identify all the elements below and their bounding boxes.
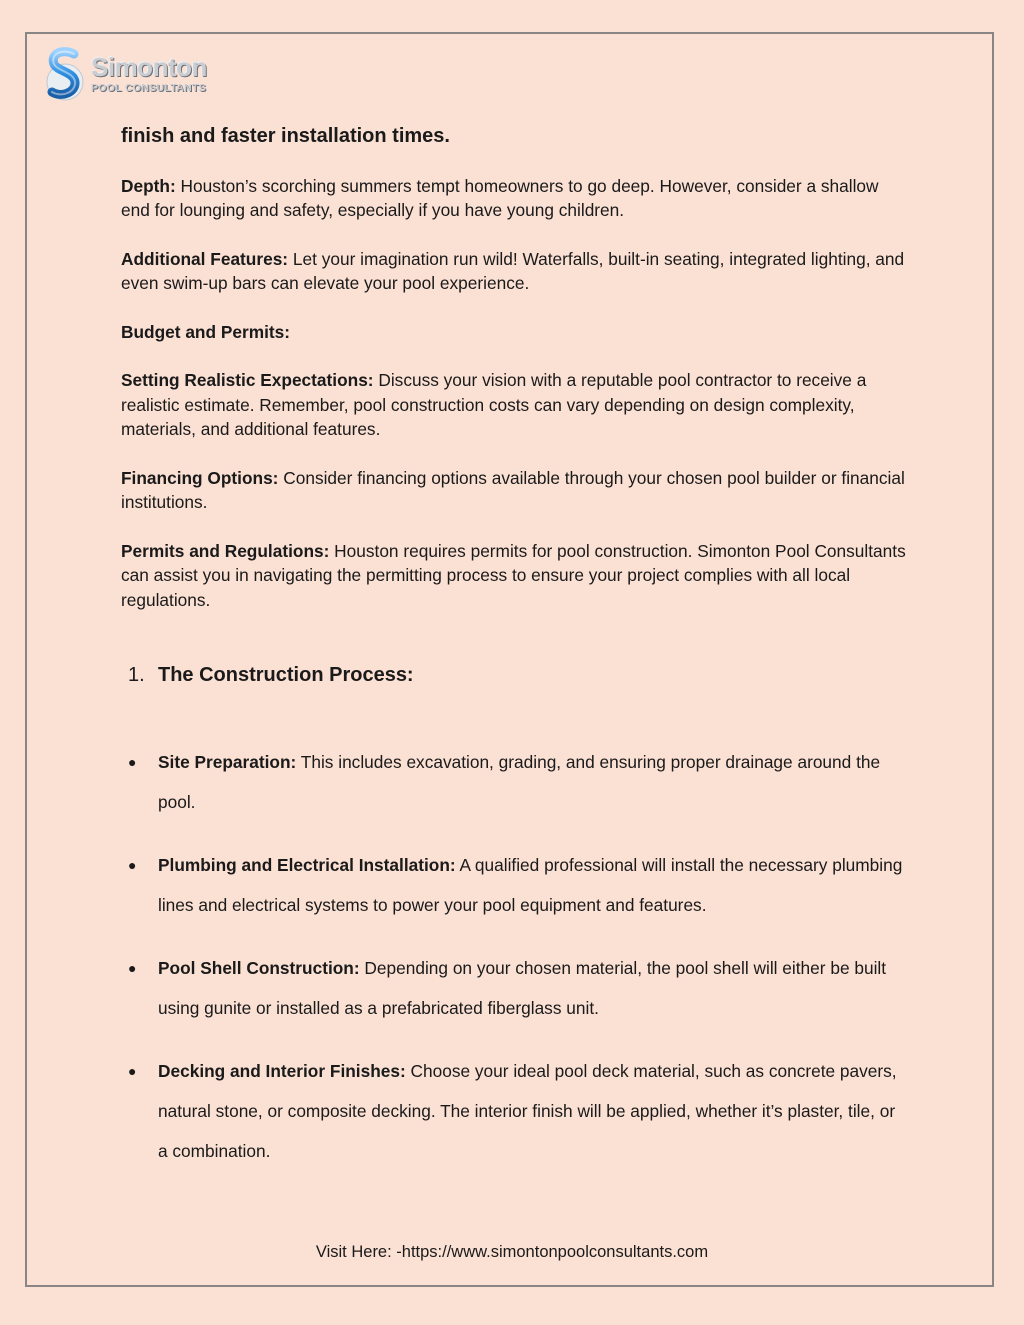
list-item-label: Plumbing and Electrical Installation: bbox=[158, 855, 456, 875]
list-item-text: Depending on your chosen material, the pool shell will either be built using gunite or installed as a prefabricated fiberglass unit. bbox=[158, 958, 887, 1018]
paragraph-additional-features bbox=[121, 247, 911, 296]
list-item bbox=[128, 1051, 908, 1171]
paragraph-text: Houston requires permits for pool construction. Simonton Pool Consultants can assist you in navigating the permitting process to ensure your project complies with all local regulations. bbox=[121, 540, 906, 610]
list-item bbox=[128, 742, 908, 822]
bullet-icon: ● bbox=[128, 960, 137, 976]
paragraph-label: Budget and Permits: bbox=[121, 321, 290, 342]
list-item-label: Site Preparation: bbox=[158, 752, 297, 772]
logo-name: Simonton bbox=[91, 52, 207, 82]
list-item-label: Decking and Interior Finishes: bbox=[158, 1061, 406, 1081]
paragraph-label: Additional Features: bbox=[121, 248, 289, 269]
footer-visit-link[interactable]: Visit Here: -https://www.simontonpoolconsultants.com bbox=[315, 1243, 709, 1261]
paragraph-label: Permits and Regulations: bbox=[121, 540, 330, 561]
bullet-icon: ● bbox=[128, 754, 137, 770]
construction-steps-list bbox=[128, 742, 908, 1194]
list-item-text: A qualified professional will install the necessary plumbing lines and electrical systems to power your pool equipment and features. bbox=[158, 855, 903, 915]
list-item bbox=[128, 948, 908, 1028]
document-body bbox=[121, 120, 911, 636]
logo-tagline: POOL CONSULTANTS bbox=[91, 82, 207, 94]
paragraph-label: Financing Options: bbox=[121, 467, 279, 488]
paragraph-budget-permits bbox=[121, 320, 911, 345]
paragraph-depth bbox=[121, 174, 911, 223]
paragraph-label: Depth: bbox=[121, 175, 176, 196]
list-item-text: This includes excavation, grading, and ensuring proper drainage around the pool. bbox=[158, 752, 881, 812]
paragraph-text: Let your imagination run wild! Waterfalls, built-in seating, integrated lighting, and even swim-up bars can elevate your pool experience. bbox=[121, 248, 905, 293]
paragraph-text: Discuss your vision with a reputable pool contractor to receive a realistic estimate. Remember, pool construction costs can vary depending on design complexity, materials, and additional features. bbox=[121, 370, 867, 439]
paragraph-text: Houston’s scorching summers tempt homeowners to go deep. However, consider a shallow end for lounging and safety, especially if you have young children. bbox=[121, 175, 879, 220]
bullet-icon: ● bbox=[128, 857, 137, 873]
list-item bbox=[128, 845, 908, 925]
section-heading bbox=[128, 664, 414, 687]
section-number: 1. bbox=[128, 664, 145, 686]
s-swirl-logo-icon bbox=[44, 46, 88, 104]
section-title: The Construction Process: bbox=[158, 664, 414, 686]
list-item-text: Choose your ideal pool deck material, such as concrete pavers, natural stone, or composite decking. The interior finish will be applied, whether it’s plaster, tile, or a combination. bbox=[158, 1061, 897, 1161]
paragraph-realistic-expectations bbox=[121, 368, 911, 442]
paragraph-text: Consider financing options available through your chosen pool builder or financial institutions. bbox=[121, 467, 905, 512]
paragraph-label: Setting Realistic Expectations: bbox=[121, 370, 374, 390]
list-item-label: Pool Shell Construction: bbox=[158, 958, 360, 978]
paragraph-permits-regulations bbox=[121, 539, 911, 613]
paragraph-financing-options bbox=[121, 466, 911, 515]
bullet-icon: ● bbox=[128, 1063, 137, 1079]
company-logo bbox=[44, 46, 214, 104]
continued-heading: finish and faster installation times. bbox=[121, 125, 450, 147]
